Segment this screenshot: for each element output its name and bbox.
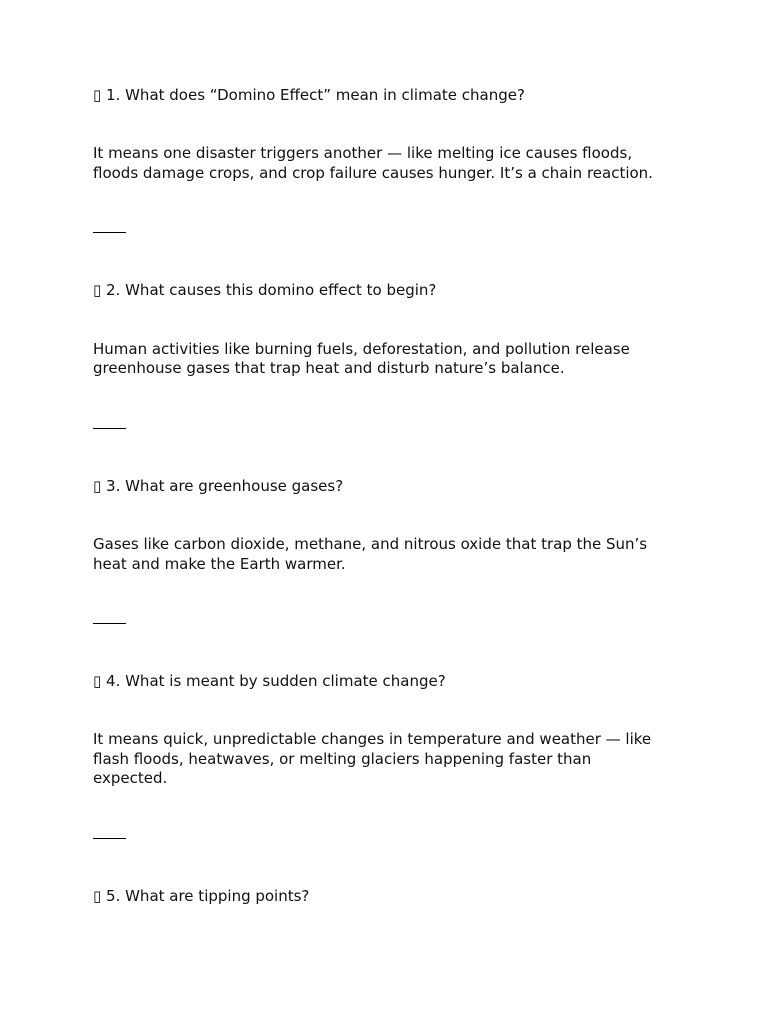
- answer-4-line-2: flash floods, heatwaves, or melting glaciers happening faster than: [93, 750, 592, 768]
- answer-3-line-2: heat and make the Earth warmer.: [93, 555, 346, 573]
- answer-2-line-1: Human activities like burning fuels, deforestation, and pollution release: [93, 340, 630, 358]
- section-divider: [93, 232, 126, 233]
- question-3: ▯ 3. What are greenhouse gases?: [93, 477, 344, 495]
- answer-2-line-2: greenhouse gases that trap heat and disturb nature’s balance.: [93, 359, 565, 377]
- question-1: ▯ 1. What does “Domino Effect” mean in climate change?: [93, 86, 525, 104]
- answer-4-line-1: It means quick, unpredictable changes in temperature and weather — like: [93, 730, 652, 748]
- answer-1-line-2: floods damage crops, and crop failure causes hunger. It’s a chain reaction.: [93, 164, 653, 182]
- answer-4-line-3: expected.: [93, 769, 168, 787]
- section-divider: [93, 838, 126, 839]
- question-2: ▯ 2. What causes this domino effect to begin?: [93, 281, 437, 299]
- answer-3-line-1: Gases like carbon dioxide, methane, and nitrous oxide that trap the Sun’s: [93, 535, 648, 553]
- question-5: ▯ 5. What are tipping points?: [93, 887, 310, 905]
- answer-1-line-1: It means one disaster triggers another — like melting ice causes floods,: [93, 144, 633, 162]
- section-divider: [93, 623, 126, 624]
- section-divider: [93, 428, 126, 429]
- question-4: ▯ 4. What is meant by sudden climate change?: [93, 672, 446, 690]
